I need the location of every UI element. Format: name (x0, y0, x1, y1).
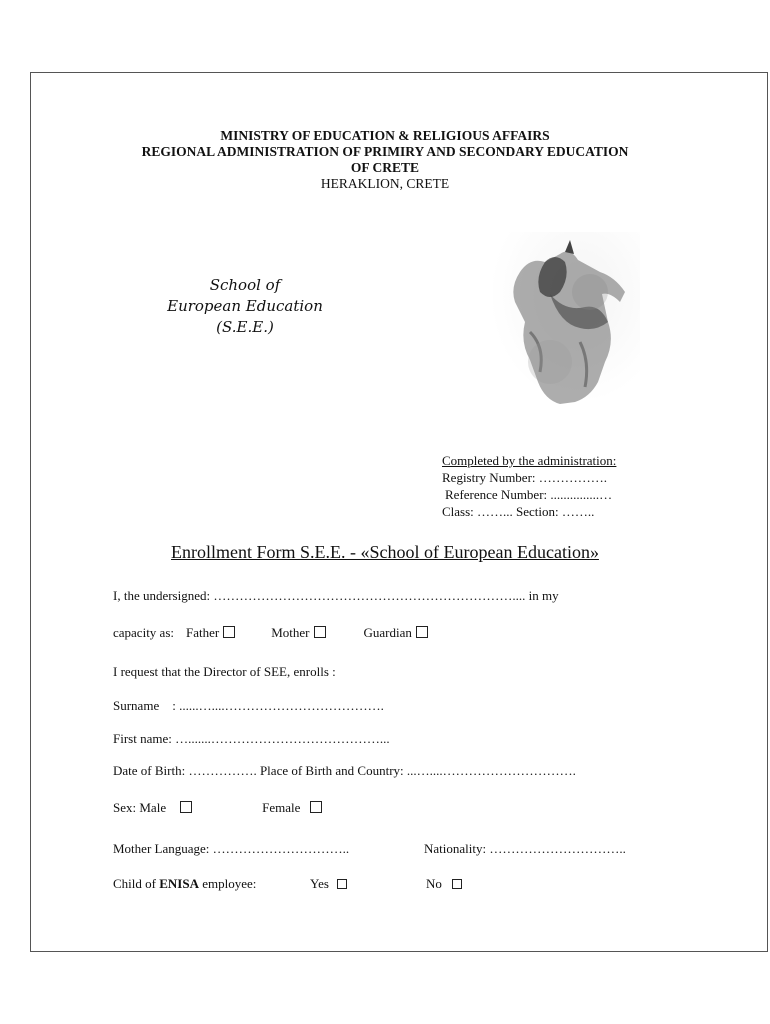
school-name-line1: School of (209, 276, 281, 294)
page-frame (30, 72, 768, 952)
sex-line (113, 800, 322, 816)
no-checkbox[interactable] (452, 879, 462, 889)
female-label: Female (262, 800, 301, 815)
mother-label: Mother (271, 625, 310, 640)
ministry-title: MINISTRY OF EDUCATION & RELIGIOUS AFFAIRS (220, 128, 550, 143)
yes-checkbox[interactable] (337, 879, 347, 889)
document-header (30, 128, 740, 192)
enisa-line (113, 876, 256, 892)
school-name-line3: (S.E.E.) (216, 318, 274, 336)
capacity-label: capacity as: (113, 625, 174, 640)
surname-field[interactable]: Surname : ......…....………………………………. (113, 698, 384, 713)
guardian-label: Guardian (363, 625, 412, 640)
male-checkbox[interactable] (180, 801, 192, 813)
yes-option (310, 876, 347, 892)
school-name (150, 275, 340, 338)
undersigned-line: I, the undersigned: …………………………………………………………….... in my (113, 588, 559, 603)
class-section: Class: ……... Section: …….. (442, 504, 595, 519)
sex-label: Sex: (113, 800, 137, 815)
europa-bull-emblem-icon (490, 232, 640, 412)
nationality-field[interactable]: Nationality: ………………………….. (424, 841, 626, 856)
father-label: Father (186, 625, 220, 640)
guardian-checkbox[interactable] (416, 626, 428, 638)
child-prefix: Child of (113, 876, 160, 891)
enisa-label: ENISA (159, 876, 199, 891)
reference-number: Reference Number: ...............… (445, 487, 613, 502)
admin-title: Completed by the administration: (442, 453, 617, 468)
school-name-line2: European Education (167, 297, 323, 315)
regional-administration: REGIONAL ADMINISTRATION OF PRIMIRY AND SECONDARY EDUCATION (141, 144, 629, 159)
region-crete: OF CRETE (350, 160, 420, 175)
child-suffix: employee: (198, 876, 257, 891)
mother-checkbox[interactable] (314, 626, 326, 638)
registry-number: Registry Number: ……………. (442, 470, 608, 485)
administration-box (442, 452, 616, 520)
form-title: Enrollment Form S.E.E. - «School of European Education» (171, 542, 599, 562)
first-name-field[interactable]: First name: ….......…………………………………... (113, 731, 390, 746)
yes-label: Yes (310, 876, 329, 891)
request-line: I request that the Director of SEE, enrolls : (113, 664, 336, 679)
no-option (426, 876, 462, 892)
male-label: Male (139, 800, 167, 815)
birth-line[interactable]: Date of Birth: ……………. Place of Birth and Country: ...…....…………………………. (113, 763, 576, 778)
location: HERAKLION, CRETE (320, 176, 450, 191)
no-label: No (426, 876, 442, 891)
capacity-line (113, 625, 428, 641)
father-checkbox[interactable] (223, 626, 235, 638)
mother-language-field[interactable]: Mother Language: ………………………….. (113, 841, 350, 856)
female-checkbox[interactable] (310, 801, 322, 813)
